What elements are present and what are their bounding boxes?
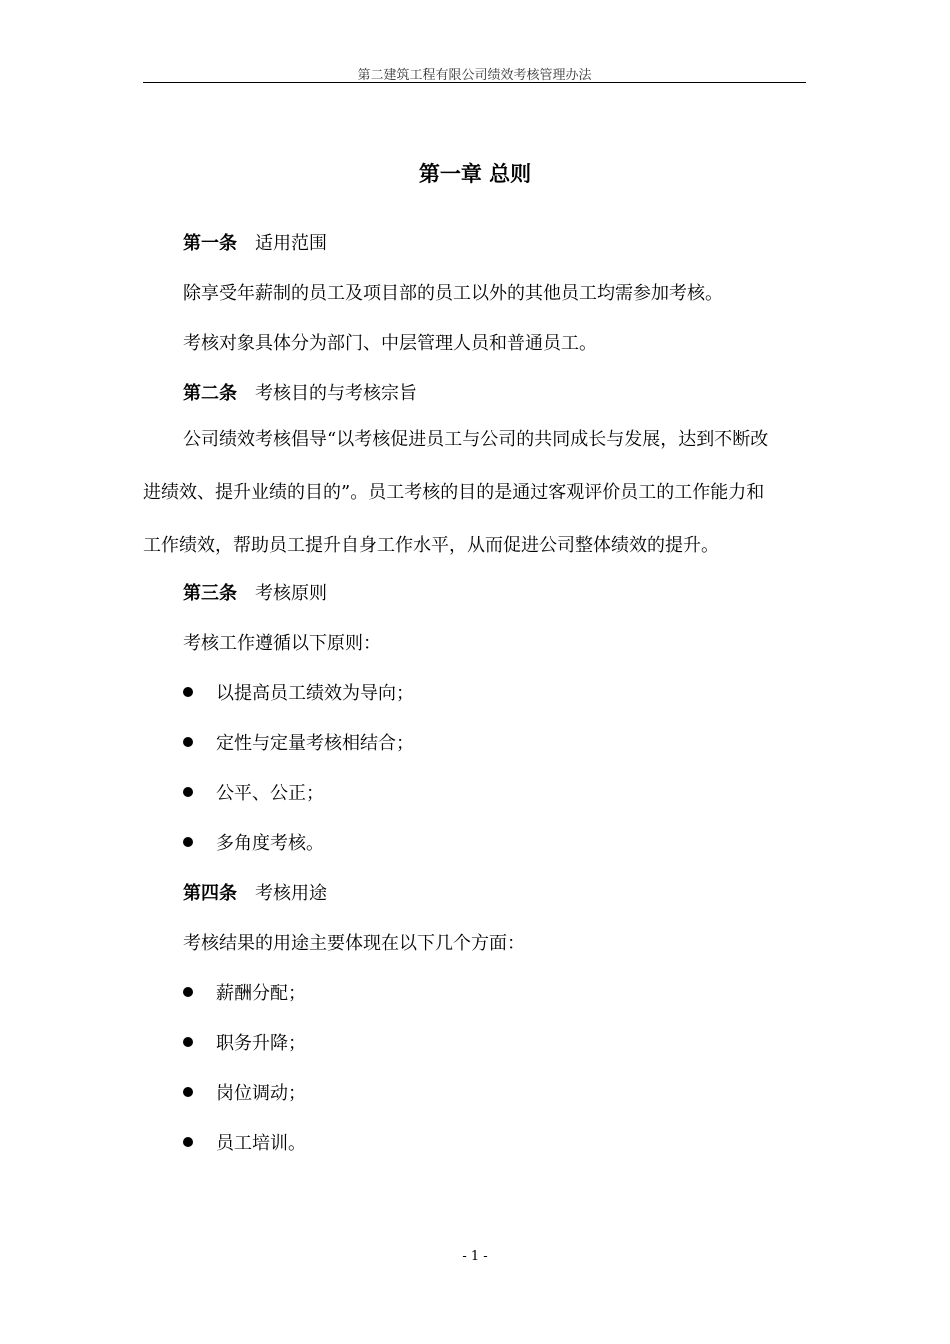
list-item: 职务升降； (183, 1029, 306, 1055)
page-number: - 1 - (462, 1249, 488, 1264)
bullet-icon (183, 737, 193, 747)
bullet-icon (183, 837, 193, 847)
chapter-title: 第一章 总则 (418, 162, 532, 186)
bullet-icon (183, 787, 193, 797)
article-number: 第二条 (183, 383, 237, 404)
article-number: 第一条 (183, 233, 237, 254)
paragraph: 除享受年薪制的员工及项目部的员工以外的其他员工均需参加考核。 (183, 283, 723, 304)
list-item: 定性与定量考核相结合； (183, 729, 414, 755)
bullet-icon (183, 1137, 193, 1147)
paragraph-line: 进绩效、提升业绩的目的”。员工考核的目的是通过客观评价员工的工作能力和 (143, 482, 765, 503)
bullet-icon (183, 687, 193, 697)
bullet-icon (183, 1087, 193, 1097)
running-header: 第二建筑工程有限公司绩效考核管理办法 (357, 68, 592, 83)
article-4-heading (183, 879, 327, 905)
bullet-icon (183, 987, 193, 997)
paragraph: 考核结果的用途主要体现在以下几个方面： (183, 933, 525, 954)
article-2-heading (183, 379, 417, 405)
list-item: 薪酬分配； (183, 979, 306, 1005)
paragraph-line: 工作绩效，帮助员工提升自身工作水平，从而促进公司整体绩效的提升。 (143, 535, 719, 556)
article-3-heading (183, 579, 327, 605)
list-item: 以提高员工绩效为导向； (183, 679, 414, 705)
paragraph: 考核对象具体分为部门、中层管理人员和普通员工。 (183, 333, 597, 354)
paragraph: 考核工作遵循以下原则： (183, 633, 381, 654)
article-title: 适用范围 (255, 233, 327, 254)
article-1-heading (183, 229, 327, 255)
bullet-icon (183, 1037, 193, 1047)
header-rule (143, 82, 806, 83)
article-title: 考核用途 (255, 883, 327, 904)
paragraph (143, 429, 808, 588)
list-item: 员工培训。 (183, 1129, 306, 1155)
article-title: 考核原则 (255, 583, 327, 604)
list-item: 岗位调动； (183, 1079, 306, 1105)
article-title: 考核目的与考核宗旨 (255, 383, 417, 404)
list-item: 公平、公正； (183, 779, 324, 805)
article-number: 第三条 (183, 583, 237, 604)
article-number: 第四条 (183, 883, 237, 904)
paragraph-line: 公司绩效考核倡导“以考核促进员工与公司的共同成长与发展，达到不断改 (183, 429, 769, 450)
list-item: 多角度考核。 (183, 829, 324, 855)
